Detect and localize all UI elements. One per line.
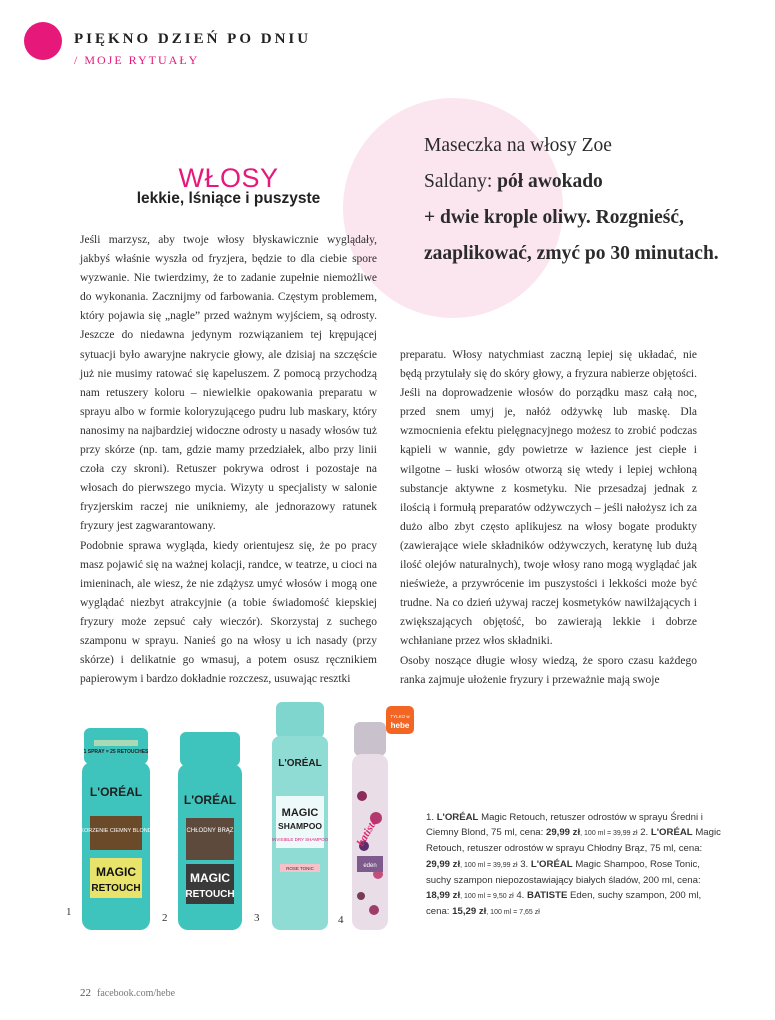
paragraph: Osoby noszące długie włosy wiedzą, że sporo czasu każdego ranka zajmuje ułożenie fryzury i przeważnie mają swoje (400, 654, 697, 686)
variant-label: eden (363, 863, 377, 869)
caption-unit-price: , 100 ml = 9,50 zł (460, 893, 514, 901)
caption-text: Magic Retouch, retuszer odrostów w sprayu Chłodny Brąz, 75 ml, cena: (426, 827, 721, 855)
article-subtitle: lekkie, lśniące i puszyste (136, 190, 321, 207)
brand-label: L'ORÉAL (89, 785, 143, 799)
caption-text: Magic Retouch, retuszer odrostów w sprayu Średni i Ciemny Blond, 75 ml, cena: (426, 812, 703, 839)
quote-line1: Maseczka na włosy Zoe (424, 135, 612, 156)
product-caption (426, 810, 724, 920)
product-name: SHAMPOO (278, 821, 322, 831)
badge-text: TYLKO w (390, 714, 410, 719)
shade-label: CHŁODNY BRĄZ (186, 828, 234, 834)
text-column-left (80, 231, 377, 689)
caption-unit-price: , 100 ml = 39,99 zł (580, 830, 638, 838)
shade-label: KORZENIE CIEMNY BLOND (80, 828, 152, 834)
caption-brand: L'ORÉAL (530, 858, 573, 870)
product-magic-shampoo (268, 702, 332, 930)
product-number: 4 (338, 914, 344, 926)
caption-price: 18,99 zł (426, 890, 461, 902)
product-name: RETOUCH (91, 883, 141, 894)
badge-brand: hebe (390, 721, 410, 730)
page-number: 22 (80, 987, 91, 999)
page-footer (80, 987, 175, 999)
caption-text: Eden, suchy szampon, 200 ml, cena: (426, 890, 702, 918)
section-subtitle: / MOJE RYTUAŁY (74, 53, 200, 67)
cap-icon (354, 722, 386, 756)
product-name: MAGIC (96, 865, 136, 879)
brand-label: L'ORÉAL (278, 758, 322, 769)
quote-bold-rest: + dwie krople oliwy. Rozgnieść, zaaplikować, zmyć po 30 minutach. (424, 207, 719, 264)
caption-brand: L'ORÉAL (650, 827, 693, 839)
section-title: PIĘKNO DZIEŃ PO DNIU (74, 31, 312, 47)
brand-label: L'ORÉAL (183, 793, 237, 807)
article-title: WŁOSY (178, 163, 279, 193)
paragraph: preparatu. Włosy natychmiast zaczną lepiej się układać, nie będą przytulały się do skóry głowy, a fryzura nabierze objętości. Jeśli na doprowadzenie włosów do porządku masz całą noc, przed snem umyj je, nałóż odżywkę lub maskę. Dla wzmocnienia efektu pielęgnacyjnego możesz to zrobić podczas kąpieli w wannie, gdy powietrze w łazience jest ciepłe i wilgotne – łuski włosów otworzą się wtedy i lepiej wchłoną substancje aktywne z kosmetyku. Nie przesadzaj jednak z ilością i formułą preparatów odżywczych – jeśli nałożysz ich za dużo albo zbyt często aplikujesz na włosy bogate produkty (zawierające wiele składników odżywczych, keratynę lub dużą ilość olejów naturalnych), twoje włosy rano mogą wyglądać jak nieświeże, a przywrócenie im puszystości i lekkości może być trudne. Na co dzień używaj raczej kosmetyków nawilżających i zwiększających objętość, bo zawierają lekkie i dobrze wchłaniane przez włos składniki. (400, 349, 697, 648)
paragraph: Jeśli marzysz, aby twoje włosy błyskawicznie wyglądały, jakbyś właśnie wyszła od fryzjera, będzie to dla ciebie spore wyzwanie. Nie twierdzimy, że to zadanie zupełnie niemożliwe do wykonania. Zacznijmy od farbowania. Częstym problemem, który pojawia się „nagle” przed ważnym wyjściem, są odrosty. Jeszcze do niedawna jedynym rozwiązaniem tej krępującej sytuacji było awaryjne nakrycie głowy, ale dzisiaj na szczęście już nie musimy ratować się kapeluszem. Z pomocą przychodzą nam retuszery koloru – niewielkie opakowania preparatu w sprayu albo w formie koloryzującego pudru lub maskary, który nanosimy na najbardziej widoczne odrosty u nasady włosów tuż przy skórze (np. tam, gdzie mamy przedziałek, albo przy linii czoła czy skroni). Retuszer pokrywa odrost i pozostaje na włosach do pierwszego mycia. Wizyty u specjalisty w salonie fryzjerskim raczej nie unikniemy, ale jednorazowy ratunek fryzury jest zagwarantowany. (80, 234, 377, 533)
footer-link[interactable]: facebook.com/hebe (97, 988, 176, 999)
cap-icon (276, 702, 324, 738)
product-magic-retouch-blond (80, 728, 152, 930)
caption-number: 3. (520, 858, 529, 870)
caption-unit-price: , 100 ml = 7,65 zł (486, 909, 540, 917)
product-subtitle: INVISIBLE DRY SHAMPOO (271, 837, 329, 842)
promo-label: 1 SPRAY = 25 RETOUCHES (83, 749, 149, 755)
text-column-right (400, 346, 697, 690)
cap-icon (180, 732, 240, 766)
pull-quote (424, 128, 724, 272)
caption-number: 2. (640, 827, 649, 839)
product-number: 2 (162, 912, 168, 924)
section-dot-icon (24, 22, 62, 60)
paragraph: Podobnie sprawa wygląda, kiedy orientujesz się, że po pracy masz pojawić się na ważnej kolacji, randce, w teatrze, u cioci na imieninach, ale wiesz, że nie zdążysz umyć włosów i mogą one wyglądać niezbyt atrakcyjnie (a tobie świadomość kiepskiej fryzury może zepsuć cały wieczór). Skorzystaj z suchego szamponu w sprayu. Nanieś go na włosy u ich nasady (przy skórze) i delikatnie go wmasuj, a potem osusz ręcznikiem papierowym i bardzo dokładnie rozczesz, usuwając resztki (80, 539, 377, 686)
product-magic-retouch-brown (176, 732, 244, 930)
quote-line2-bold: pół awokado (497, 171, 603, 192)
caption-price: 29,99 zł (546, 827, 581, 839)
caption-text: Magic Shampoo, Rose Tonic, suchy szampon niepozostawiający białych śladów, 200 ml, cena: (426, 858, 701, 886)
product-name: MAGIC (190, 871, 230, 885)
product-name: MAGIC (281, 807, 319, 819)
caption-number: 1. (426, 812, 435, 823)
caption-price: 29,99 zł (426, 858, 461, 870)
caption-unit-price: , 100 ml = 39,99 zł (460, 861, 518, 869)
caption-brand: BATISTE (527, 890, 568, 902)
brand-label: batiste (354, 816, 380, 849)
product-number: 3 (254, 912, 260, 924)
caption-brand: L'ORÉAL (436, 812, 479, 823)
variant-label: ROSE TONIC (286, 866, 314, 871)
product-batiste-eden (344, 706, 416, 930)
product-name: RETOUCH (185, 889, 235, 900)
product-number: 1 (66, 906, 72, 918)
quote-line2: Saldany: (424, 171, 498, 192)
caption-price: 15,29 zł (452, 906, 487, 918)
caption-number: 4. (516, 890, 525, 902)
